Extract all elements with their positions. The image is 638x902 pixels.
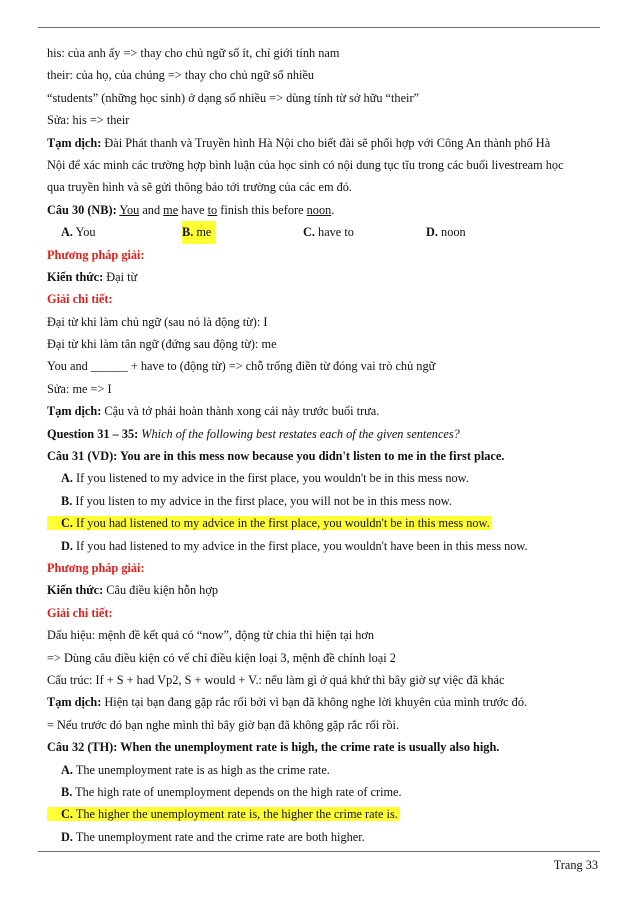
text-line: => Dùng câu điều kiện có vế chỉ điều kiện loại 3, mệnh đề chính loại 2 <box>47 650 396 665</box>
answer-highlight <box>47 516 492 530</box>
knowledge-text: Đại từ <box>103 269 138 284</box>
option-a <box>47 467 603 489</box>
translation-label: Tạm dịch: <box>47 135 102 150</box>
detail-heading: Giải chi tiết: <box>47 605 113 620</box>
translation-line <box>47 691 603 713</box>
text-line: Sửa: me => I <box>47 381 112 396</box>
translation-label: Tạm dịch: <box>47 695 102 710</box>
option-d <box>426 221 466 243</box>
translation-text: Hiện tại bạn đang gặp rắc rối bởi vì bạn đã không nghe lời khuyên của mình trước đó. <box>101 695 528 710</box>
knowledge-line <box>47 579 603 601</box>
option-text: If you listen to my advice in the first place, you will not be in this mess now. <box>72 493 452 508</box>
option-b <box>47 490 603 512</box>
text-line: qua truyền hình và sẽ gửi thông báo tới trường của các em đó. <box>47 180 352 195</box>
text-line: their: của họ, của chúng => thay cho chủ ngữ số nhiều <box>47 68 315 83</box>
option-text: have to <box>314 225 354 240</box>
translation-line <box>47 400 603 422</box>
option-text: The higher the unemployment rate is, the higher the crime rate is. <box>72 807 398 822</box>
option-a <box>61 221 96 243</box>
option-letter: D. <box>61 538 73 553</box>
option-text: You <box>72 225 96 240</box>
text-line: his: của anh ấy => thay cho chủ ngữ số ít, chỉ giới tính nam <box>47 46 340 60</box>
translation-label: Tạm dịch: <box>47 404 102 419</box>
footer-rule <box>38 851 600 852</box>
option-c <box>303 221 354 243</box>
option-text: noon <box>437 225 466 240</box>
option-text: me <box>193 225 212 240</box>
option-b <box>47 781 603 803</box>
question-label: Câu 30 (NB): <box>47 202 117 217</box>
option-letter: D. <box>426 225 438 240</box>
knowledge-text: Câu điều kiện hỗn hợp <box>103 583 218 598</box>
option-text: The unemployment rate and the crime rate are both higher. <box>72 829 365 844</box>
underlined-word: me <box>163 202 179 217</box>
answer-highlight <box>47 807 400 821</box>
group-label: Question 31 – 35: <box>47 426 139 441</box>
option-text: If you had listened to my advice in the first place, you wouldn't have been in this mess now. <box>72 538 528 553</box>
stem-text: and <box>139 202 164 217</box>
option-letter: A. <box>61 762 73 777</box>
option-letter: C. <box>61 807 73 822</box>
text-line: Dấu hiệu: mệnh đề kết quả có “now”, động từ chia thì hiện tại hơn <box>47 628 374 643</box>
text-line: “students” (những học sinh) ở dạng số nhiều => dùng tính từ sở hữu “their” <box>47 90 419 105</box>
stem-text: have <box>178 202 208 217</box>
text-line: You and ______ + have to (động từ) => chỗ trống điền từ đóng vai trò chủ ngữ <box>47 359 436 374</box>
option-letter: C. <box>303 225 315 240</box>
text-line: Nội để xác minh các trường hợp bình luận của học sinh có nội dung tục tĩu trong các buổi livestream học <box>47 157 564 172</box>
option-letter: B. <box>61 493 73 508</box>
option-d <box>47 826 603 848</box>
text-line: Cấu trúc: If + S + had Vp2, S + would + V.: nếu làm gì ở quá khứ thì bây giờ sự việc đã khác <box>47 672 505 687</box>
option-letter: D. <box>61 829 73 844</box>
text-line: = Nếu trước đó bạn nghe mình thì bây giờ bạn đã không gặp rắc rối rồi. <box>47 717 400 732</box>
option-text: The high rate of unemployment depends on the high rate of crime. <box>72 784 402 799</box>
option-c-answer <box>47 803 603 825</box>
option-a <box>47 759 603 781</box>
option-d <box>47 535 603 557</box>
option-letter: B. <box>61 784 73 799</box>
knowledge-label: Kiến thức: <box>47 583 104 598</box>
knowledge-label: Kiến thức: <box>47 269 104 284</box>
group-text: Which of the following best restates each of the given sentences? <box>138 426 460 441</box>
text-line: Sửa: his => their <box>47 113 130 128</box>
translation-text: Đài Phát thanh và Truyền hình Hà Nội cho biết đài sẽ phối hợp với Công An thành phố Hà <box>101 135 551 150</box>
page-content <box>47 42 603 848</box>
option-letter: A. <box>61 471 73 486</box>
header-rule <box>38 27 600 28</box>
text-line: Đại từ khi làm tân ngữ (đứng sau động từ): me <box>47 337 277 352</box>
option-letter: B. <box>182 225 194 240</box>
text-line: Đại từ khi làm chủ ngữ (sau nó là động từ): I <box>47 314 268 329</box>
option-text: If you had listened to my advice in the first place, you wouldn't be in this mess now. <box>72 516 490 531</box>
question-30-options <box>47 221 603 243</box>
detail-heading: Giải chi tiết: <box>47 292 113 307</box>
method-heading: Phương pháp giải: <box>47 560 145 575</box>
translation-line <box>47 132 603 154</box>
option-c-answer <box>47 512 603 534</box>
option-text: If you listened to my advice in the first place, you wouldn't be in this mess now. <box>72 471 469 486</box>
underlined-word: You <box>119 202 140 217</box>
option-b-answer <box>182 221 216 243</box>
translation-text: Cậu và tớ phải hoàn thành xong cái này trước buổi trưa. <box>101 404 380 419</box>
question-31-stem: Câu 31 (VD): You are in this mess now because you didn't listen to me in the first place. <box>47 449 505 464</box>
option-text: The unemployment rate is as high as the crime rate. <box>72 762 330 777</box>
question-32-stem: Câu 32 (TH): When the unemployment rate is high, the crime rate is usually also high. <box>47 740 500 755</box>
group-instruction <box>47 423 603 445</box>
underlined-word: noon <box>306 202 332 217</box>
question-30-stem <box>47 199 603 221</box>
knowledge-line <box>47 266 603 288</box>
stem-text: . <box>331 202 335 217</box>
page-number: Trang 33 <box>553 858 598 872</box>
option-letter: A. <box>61 225 73 240</box>
option-letter: C. <box>61 516 73 531</box>
underlined-word: to <box>207 202 218 217</box>
method-heading: Phương pháp giải: <box>47 247 145 262</box>
stem-text: finish this before <box>217 202 307 217</box>
